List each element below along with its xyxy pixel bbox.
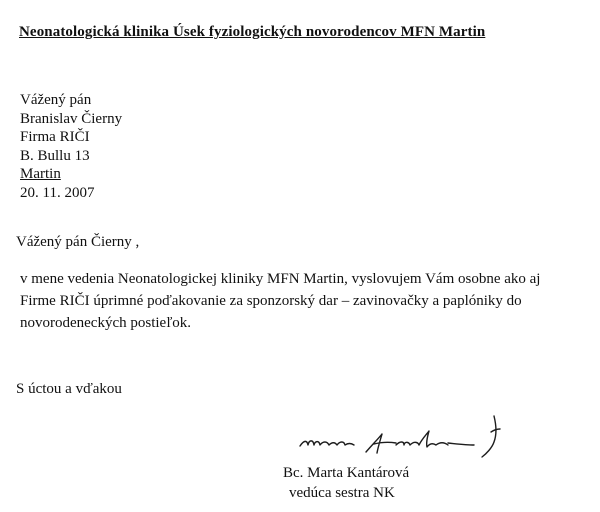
recipient-name: Branislav Čierny — [20, 110, 123, 127]
letter-header: Neonatologická klinika Úsek fyziologických novorodencov MFN Martin — [19, 24, 486, 40]
signatory-role: vedúca sestra NK — [289, 485, 395, 501]
body-line: Firme RIČI úprimné poďakovanie za sponzorský dar – zavinovačky a paplóniky do — [20, 293, 522, 309]
body-line: v mene vedenia Neonatologickej kliniky MFN Martin, vyslovujem Vám osobne ako aj — [20, 271, 541, 287]
recipient-company: Firma RIČI — [20, 129, 90, 146]
letter-body — [20, 268, 600, 334]
recipient-city: Martin — [20, 166, 61, 183]
body-line: novorodeneckých postieľok. — [20, 315, 192, 331]
recipient-greeting: Vážený pán — [20, 92, 92, 108]
letter-date: 20. 11. 2007 — [20, 184, 95, 201]
signatory-name: Bc. Marta Kantárová — [283, 465, 410, 481]
recipient-street: B. Bullu 13 — [20, 147, 90, 164]
handwritten-signature — [296, 412, 521, 470]
recipient-address — [20, 91, 122, 203]
closing: S úctou a vďakou — [16, 381, 122, 397]
signatory-block — [283, 463, 409, 503]
salutation: Vážený pán Čierny , — [16, 234, 140, 250]
